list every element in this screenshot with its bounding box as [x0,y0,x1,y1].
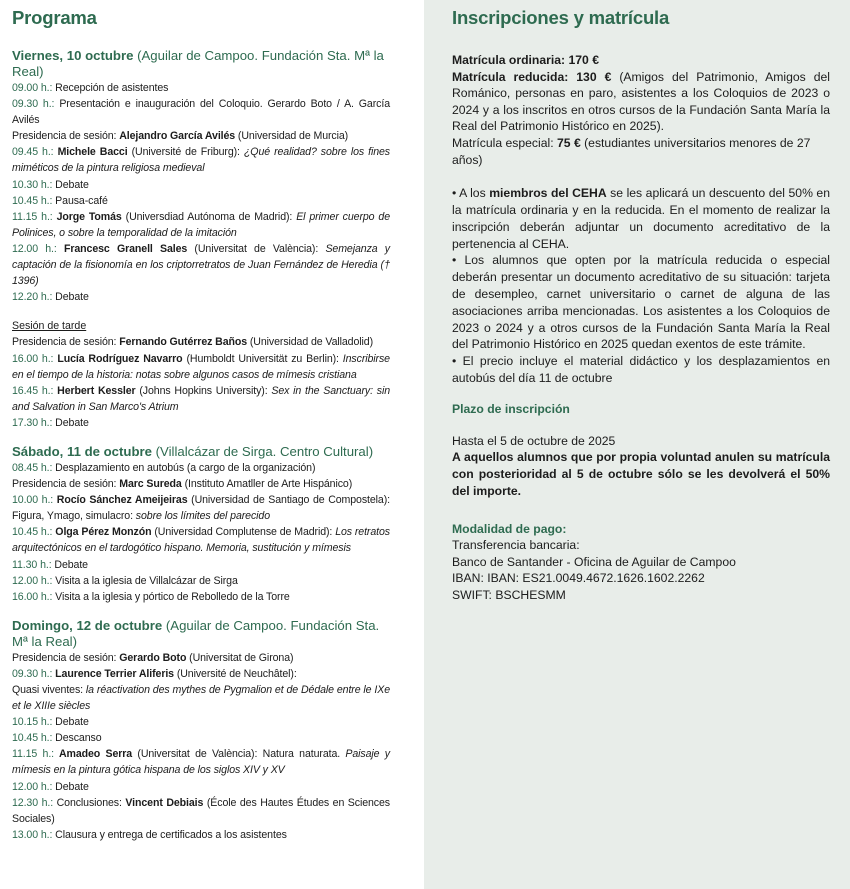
line-time: 11.15 h.: [12,748,55,761]
schedule-line [12,573,390,589]
program-heading: Programa [12,7,97,28]
talk-title: sobre los límites del parecido [135,510,270,523]
talk-title: ¿Qué realidad? sobre los fines miméticos de la pintura religiosa medieval [12,146,390,175]
talk-title: Semejanza y captación de la fisionomía en los criptorretratos de Juan Fernández de Heredia († 1396) [12,242,390,288]
line-text: (Université de Neuchâtel): [173,667,297,680]
payment-line: Banco de Santander - Oficina de Aguilar de Campoo [452,554,736,569]
schedule-line [12,730,390,746]
day-title-date: Domingo, 12 de octubre [12,617,163,633]
line-time: 12.20 h.: [12,291,53,304]
schedule-line [12,827,390,843]
schedule-line [12,460,390,476]
schedule-list [12,334,390,431]
registration-column [424,0,850,889]
schedule-line [12,241,390,289]
line-time: 16.00 h.: [12,590,53,603]
talk-title: Paisaje y mímesis en la pintura gótica hispana de los siglos XIV y XV [12,748,390,777]
line-text: Debate [52,291,89,304]
schedule-list [12,460,390,605]
payment-heading: Modalidad de pago: [452,522,567,537]
talk-title: Sex in the Sanctuary: sin and Salvation in San Marco's Atrium [12,384,391,413]
schedule-line [12,415,390,431]
schedule-line [12,334,390,350]
schedule-line [12,476,390,492]
conditions-list [452,185,830,387]
line-time: 11.15 h.: [12,210,53,223]
line-text: (Universitat de Girona) [186,651,294,664]
line-text: Recepción de asistentes [52,82,169,94]
line-text: Quasi viventes: [12,684,86,696]
schedule-line [12,524,390,556]
speaker-name: Fernando Gutérrez Baños [119,336,248,349]
line-text: Visita a la iglesia y pórtico de Rebolledo de la Torre [52,590,290,603]
fee-ordinary [452,52,830,69]
payment-line: IBAN: IBAN: ES21.0049.4672.1626.1602.2262 [452,571,705,586]
line-time: 10.45 h.: [12,732,53,745]
line-time: 10.30 h.: [12,178,53,191]
fee-special [452,135,830,168]
fee-special-label: Matrícula especial: [452,135,557,150]
day-title [12,618,390,650]
spacer [452,417,830,433]
fee-reduced-label: Matrícula reducida: 130 € [452,69,612,84]
schedule-line [12,682,390,714]
speaker-name: Olga Pérez Monzón [52,526,152,539]
line-time: 09.30 h.: [12,667,53,680]
talk-title: El primer cuerpo de Polinices, o sobre la temporalidad de la imitación [12,210,390,239]
line-text: Descanso [52,732,102,745]
speaker-name: Michele Bacci [53,146,128,159]
schedule-list [12,650,390,843]
day-saturday [12,444,390,605]
schedule-line [12,289,390,305]
line-text: Debate [52,178,89,191]
condition-text: • A los [452,186,490,201]
speaker-name: Gerardo Boto [119,651,187,664]
afternoon-session [12,318,390,431]
schedule-line [12,193,390,209]
schedule-line [12,209,390,241]
speaker-name: Alejandro García Avilés [119,130,236,143]
day-title-place: (Villalcázar de Sirga. Centro Cultural) [151,443,374,459]
schedule-line [12,650,390,666]
line-time: 11.30 h.: [12,558,52,571]
fee-reduced [452,69,830,135]
line-time: 10.45 h.: [12,194,53,207]
schedule-line [12,383,390,415]
line-time: 17.30 h.: [12,416,53,429]
line-text: (Universidad de Murcia) [235,130,349,143]
schedule-line [12,144,390,176]
schedule-line [12,714,390,730]
line-time: 09.30 h.: [12,98,55,111]
day-friday [12,48,390,305]
line-text: (Universitat de València): Natura naturata. [132,748,346,761]
condition-bold: miembros del CEHA [489,186,607,201]
condition-item: • Los alumnos que opten por la matrícula reducida o especial deberán presentar un documento acreditativo de su situación: tarjeta de desempleo, carnet universitario o carnet de alguna de las asociaciones arriba mencionadas. Los asistentes a los Coloquios de 2023 o 2024 y a otros cursos de la Fundación Santa María la Real del Patrimonio Histórico en 2025 quedan exentos de este trámite. [452,253,830,352]
payment-line: Transferencia bancaria: [452,538,580,553]
schedule-line [12,589,390,605]
speaker-name: Amadeo Serra [54,748,133,761]
speaker-name: Jorge Tomás [52,210,122,223]
line-text: (Universidad de Valladolid) [247,336,373,349]
line-text: (Humboldt Universität zu Berlin): [182,352,343,365]
talk-title: la réactivation des mythes de Pygmalion et de Dédale entre le IXe et le XIIIe siècles [12,684,390,713]
registration-heading: Inscripciones y matrícula [452,7,670,28]
day-title [12,48,390,80]
fee-ordinary-text: Matrícula ordinaria: 170 € [452,53,599,67]
deadline-heading: Plazo de inscripción [452,401,570,416]
schedule-line [12,96,390,128]
line-text: (Universidad Complutense de Madrid): [151,526,336,539]
line-time: 10.00 h.: [12,494,54,507]
line-time: 09.45 h.: [12,146,54,159]
schedule-line [12,128,390,144]
schedule-line [12,746,390,778]
line-time: 12.00 h.: [12,780,53,793]
line-label: Presidencia de sesión: [12,336,120,349]
line-text: Debate [52,780,89,793]
day-title [12,444,390,460]
line-text: Debate [52,416,89,429]
line-text: Clausura y entrega de certificados a los asistentes [52,828,287,841]
line-time: 10.45 h.: [12,526,53,539]
schedule-list [12,80,390,305]
day-title-date: Viernes, 10 octubre [12,48,134,63]
line-text: Visita a la iglesia de Villalcázar de Sirga [52,574,238,587]
line-text: (Universidad de Santiago de Compostela): Figura, Ymago, simulacro: [12,494,390,523]
day-title-place: (Aguilar de Campoo. Fundación Sta. Mª la Real) [12,48,384,79]
fee-special-text: (estudiantes universitarios menores de 27 años) [452,135,811,167]
speaker-name: Lucía Rodríguez Navarro [53,352,183,365]
speaker-name: Marc Sureda [119,478,182,491]
schedule-line [12,557,390,573]
line-text: Debate [52,716,89,729]
fee-special-amount: 75 € [557,135,581,150]
schedule-line [12,666,390,682]
schedule-line [12,795,390,827]
line-label: Presidencia de sesión: [12,651,120,664]
deadline-date: Hasta el 5 de octubre de 2025 [452,433,616,448]
line-label: Presidencia de sesión: [12,130,120,143]
speaker-name: Herbert Kessler [53,384,136,397]
line-label: Presidencia de sesión: [12,478,120,491]
line-text: Desplazamiento en autobús (a cargo de la organización) [52,461,316,474]
line-time: 09.00 h.: [12,82,53,94]
line-time: 10.15 h.: [12,716,53,729]
line-text: Presentación e inauguración del Coloquio. Gerardo Boto / A. García Avilés [12,98,390,127]
refund-policy: A aquellos alumnos que por propia voluntad anulen su matrícula con posterioridad al 5 de octubre sólo se les devolverá el 50% del importe. [452,450,830,498]
line-time: 12.00 h.: [12,242,57,255]
line-time: 08.45 h.: [12,461,53,474]
talk-title: Los retratos arquitectónicos en el tardogótico hispano. Memoria, sustitución y mímesis [12,526,390,555]
condition-text: se les aplicará un descuento del 50% en la matrícula ordinaria y en la reducida. En el momento de realizar la inscripción deberán adjuntar un documento acreditativo de la pertenencia al CEHA. [452,186,830,251]
line-text: (École des Hautes Études en Sciences Sociales) [12,796,390,825]
talk-title: Inscribirse en el tiempo de la historia: notas sobre algunos casos de mímesis cristiana [12,352,390,381]
schedule-line [12,80,390,96]
line-text: (Universitat de València): [187,242,326,255]
program-column [0,0,424,889]
day-title-place: (Aguilar de Campoo. Fundación Sta. Mª la Real) [12,617,380,649]
payment-line: SWIFT: BSCHESMM [452,587,566,602]
line-text: (Johns Hopkins University): [135,384,272,397]
condition-item [452,185,830,252]
schedule-line [12,779,390,795]
line-time: 13.00 h.: [12,828,53,841]
line-text: Debate [51,558,88,571]
line-text: (Université de Friburg): [127,146,244,159]
line-text: Conclusiones: [53,796,126,809]
line-time: 12.00 h.: [12,574,53,587]
speaker-name: Laurence Terrier Aliferis [52,667,174,680]
schedule-line [12,177,390,193]
speaker-name: Francesc Granell Sales [56,242,188,255]
line-text: Pausa-café [52,194,108,207]
speaker-name: Rocío Sánchez Ameijeiras [53,494,188,507]
line-text: (Instituto Amatller de Arte Hispánico) [181,478,353,491]
schedule-line [12,351,390,383]
afternoon-heading: Sesión de tarde [12,320,87,333]
fee-reduced-text: (Amigos del Patrimonio, Amigos del Románico, personas en paro, asistentes a los Coloquios de 2023 o 2024 y a los inscritos en otros cursos de la Fundación Santa María la Real del Patrimonio Histórico en 2025). [452,69,830,134]
day-title-date: Sábado, 11 de octubre [12,443,152,459]
line-time: 16.45 h.: [12,384,54,397]
condition-item: • El precio incluye el material didáctico y los desplazamientos en autobús del día 11 de octubre [452,354,830,385]
day-sunday [12,618,390,843]
line-time: 16.00 h.: [12,352,54,365]
speaker-name: Vincent Debiais [125,796,204,809]
line-time: 12.30 h.: [12,796,54,809]
schedule-line [12,492,390,524]
line-text: (Universdiad Autónoma de Madrid): [121,210,297,223]
payment-details [452,537,830,603]
